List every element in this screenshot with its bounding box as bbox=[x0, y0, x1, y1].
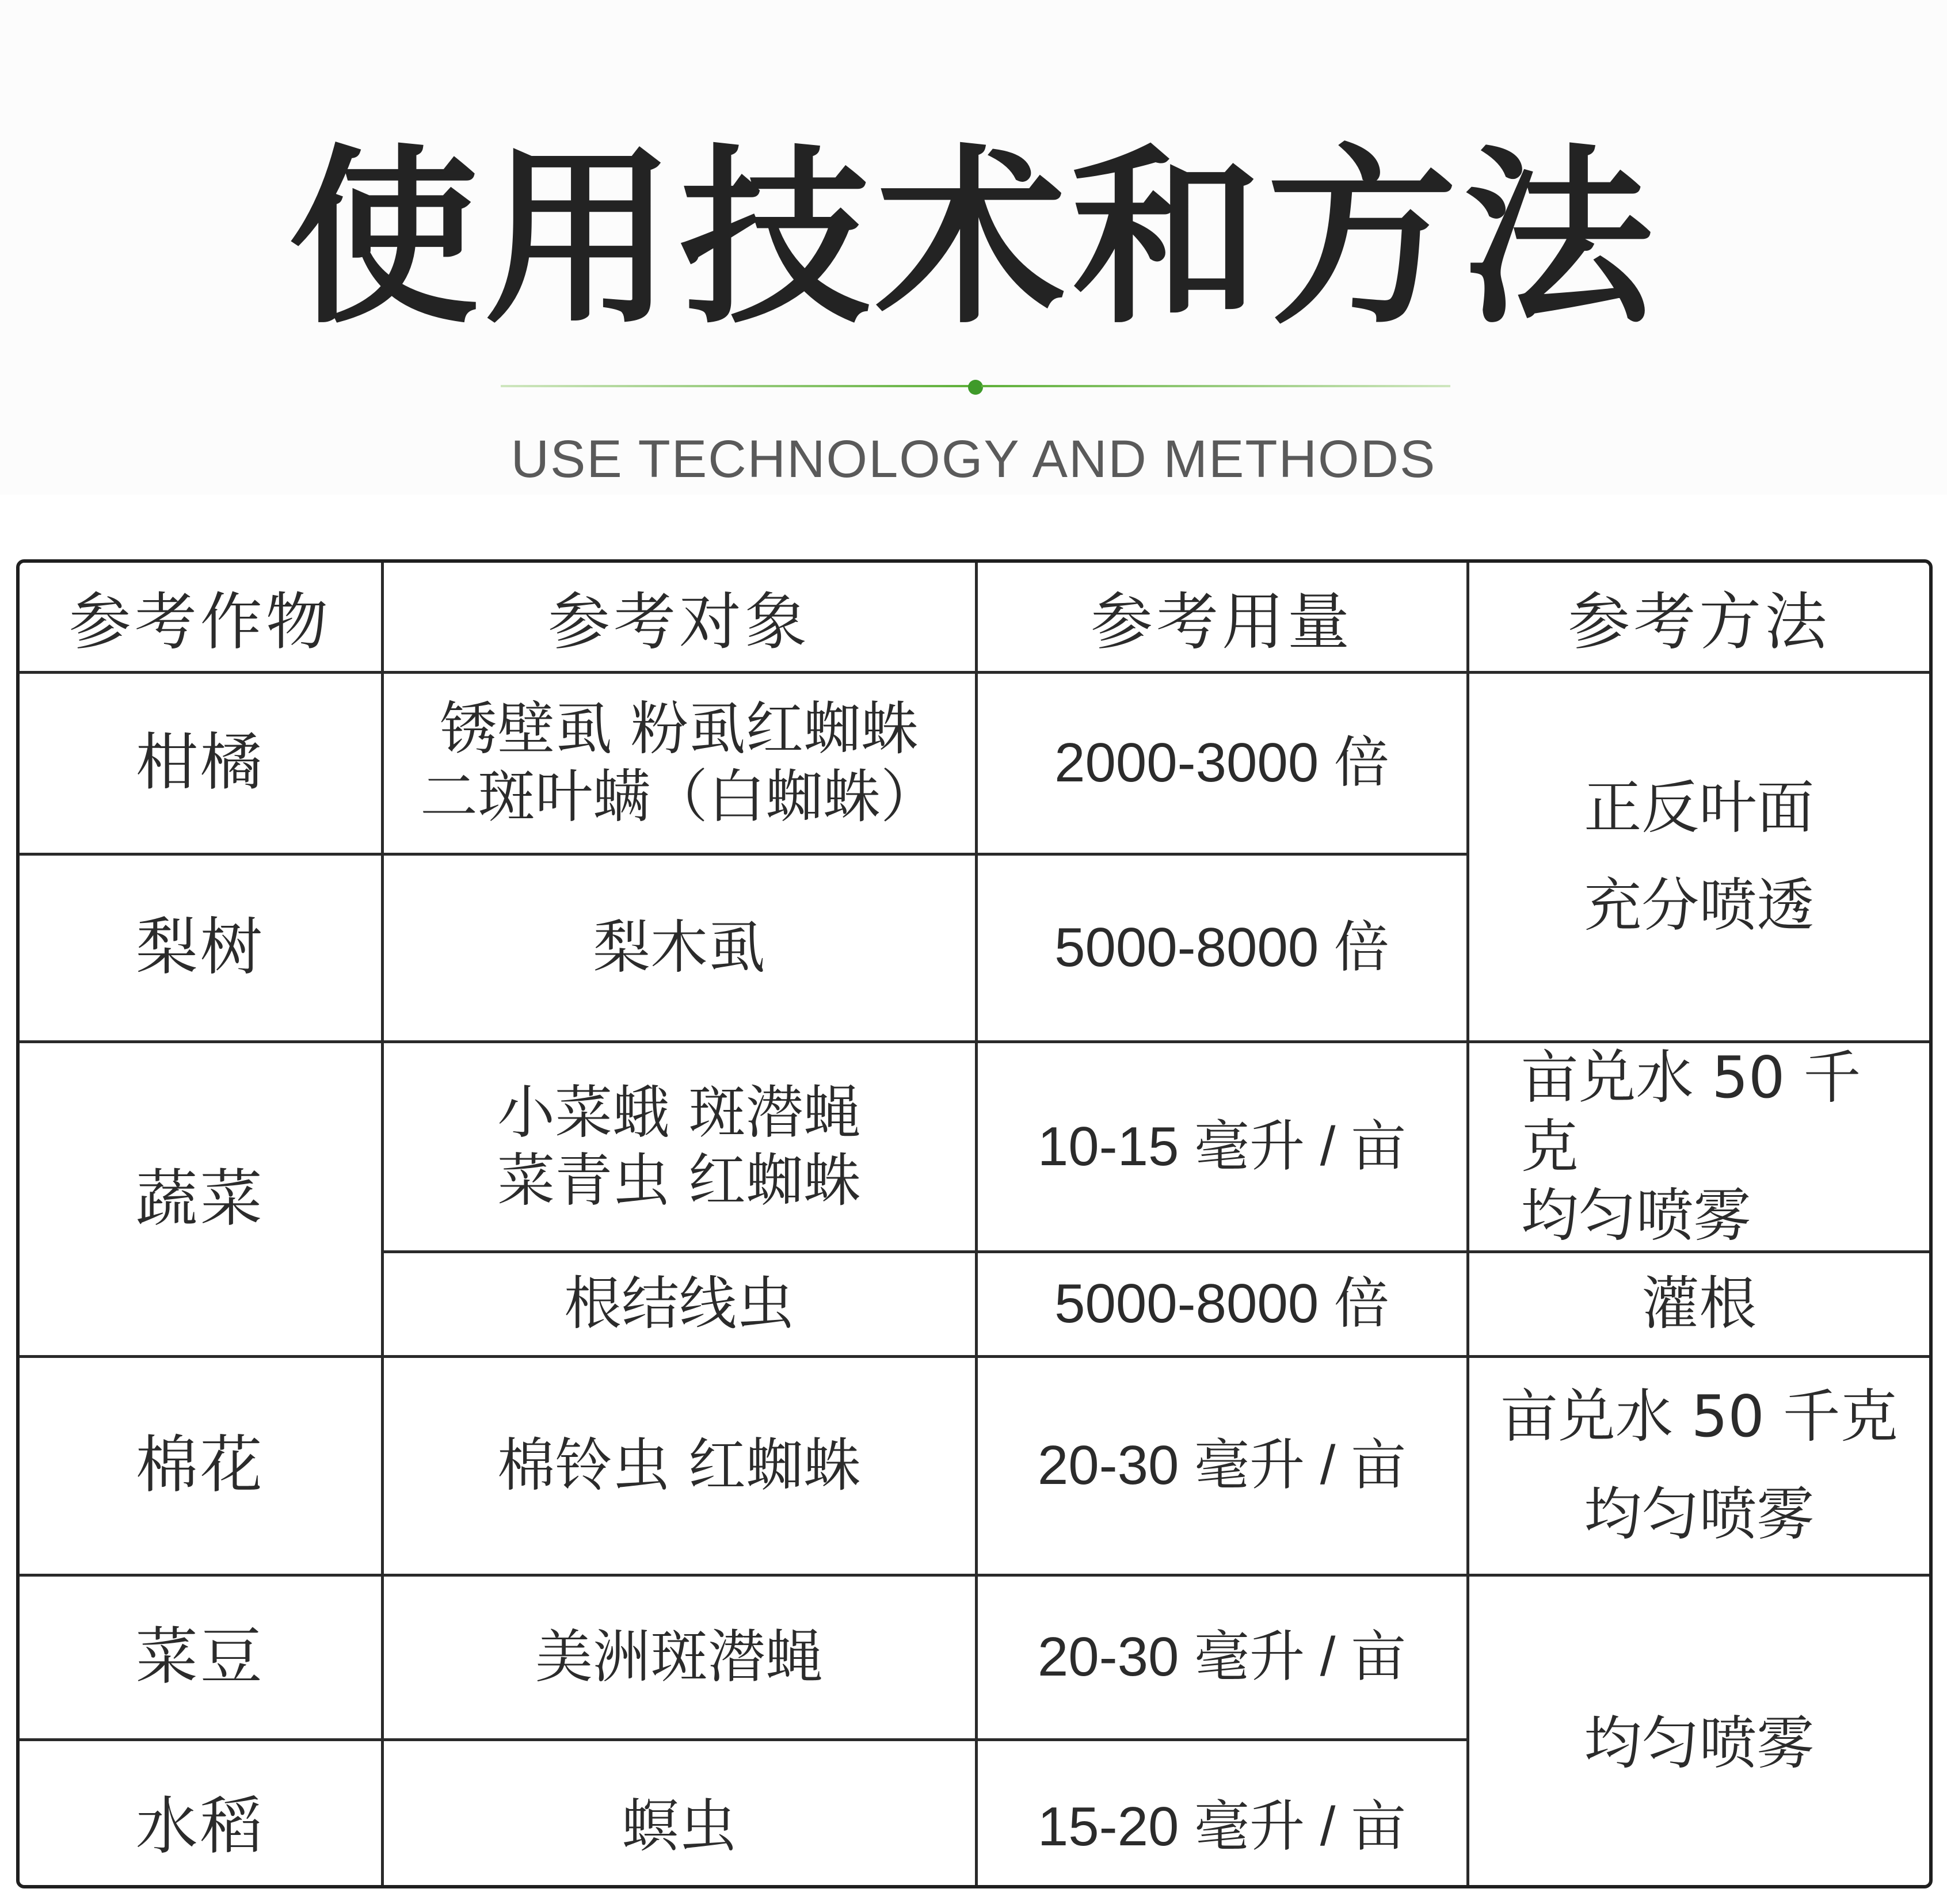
header-method: 参考方法 bbox=[1468, 563, 1929, 672]
target-line: 棉铃虫 红蜘蛛 bbox=[497, 1432, 861, 1499]
target-cell bbox=[382, 1739, 976, 1888]
method-cell bbox=[1468, 672, 1929, 1041]
target-line: 二斑叶螨（白蜘蛛） bbox=[420, 763, 938, 830]
target-line: 美洲斑潜蝇 bbox=[535, 1623, 823, 1691]
method-line: 均匀喷雾 bbox=[1584, 1481, 1815, 1548]
page-subtitle: USE TECHNOLOGY AND METHODS bbox=[510, 430, 1437, 489]
crop-cell: 梨树 bbox=[20, 854, 382, 1041]
table-row bbox=[20, 1356, 1929, 1575]
target-cell bbox=[382, 1251, 976, 1356]
method-line: 亩兑水 50 千克 bbox=[1521, 1043, 1861, 1180]
method-line: 正反叶面 bbox=[1584, 774, 1815, 841]
title-divider bbox=[501, 382, 1450, 390]
target-line: 梨木虱 bbox=[593, 914, 765, 981]
dose-cell: 10-15 毫升 / 亩 bbox=[976, 1041, 1468, 1251]
crop-cell: 水稻 bbox=[20, 1739, 382, 1888]
target-cell bbox=[382, 854, 976, 1041]
dose-cell: 20-30 毫升 / 亩 bbox=[976, 1356, 1468, 1575]
method-line: 均匀喷雾 bbox=[1521, 1181, 1751, 1249]
dose-cell: 2000-3000 倍 bbox=[976, 672, 1468, 854]
header-target: 参考对象 bbox=[382, 563, 976, 672]
method-cell bbox=[1468, 1041, 1929, 1251]
crop-cell: 蔬菜 bbox=[20, 1041, 382, 1356]
divider-line-right bbox=[981, 385, 1450, 387]
target-line: 小菜蛾 斑潜蝇 bbox=[497, 1078, 861, 1146]
method-cell: 灌根 bbox=[1468, 1251, 1929, 1356]
crop-cell: 棉花 bbox=[20, 1356, 382, 1575]
target-line: 螟虫 bbox=[622, 1792, 737, 1860]
dose-cell: 15-20 毫升 / 亩 bbox=[976, 1739, 1468, 1888]
target-line: 根结线虫 bbox=[564, 1270, 794, 1337]
target-line: 菜青虫 红蜘蛛 bbox=[497, 1146, 861, 1214]
table-header-row bbox=[20, 563, 1929, 672]
method-cell: 均匀喷雾 bbox=[1468, 1575, 1929, 1888]
header bbox=[0, 0, 1947, 495]
method-cell bbox=[1468, 1356, 1929, 1575]
page-title: 使用技术和方法 bbox=[288, 128, 1659, 349]
target-cell bbox=[382, 1356, 976, 1575]
target-cell bbox=[382, 672, 976, 854]
table-row bbox=[20, 1041, 1929, 1251]
dose-cell: 5000-8000 倍 bbox=[976, 854, 1468, 1041]
divider-dot bbox=[968, 380, 983, 395]
crop-cell: 菜豆 bbox=[20, 1575, 382, 1739]
header-dose: 参考用量 bbox=[976, 563, 1468, 672]
table-row bbox=[20, 672, 1929, 854]
method-line: 亩兑水 50 千克 bbox=[1500, 1383, 1898, 1450]
table-row bbox=[20, 1575, 1929, 1739]
usage-table bbox=[16, 559, 1933, 1888]
crop-cell: 柑橘 bbox=[20, 672, 382, 854]
dose-cell: 20-30 毫升 / 亩 bbox=[976, 1575, 1468, 1739]
target-line: 锈壁虱 粉虱红蜘蛛 bbox=[440, 695, 919, 762]
header-crop: 参考作物 bbox=[20, 563, 382, 672]
divider-line-left bbox=[501, 385, 970, 387]
dose-cell: 5000-8000 倍 bbox=[976, 1251, 1468, 1356]
target-cell bbox=[382, 1041, 976, 1251]
target-cell bbox=[382, 1575, 976, 1739]
method-line: 充分喷透 bbox=[1584, 872, 1815, 939]
